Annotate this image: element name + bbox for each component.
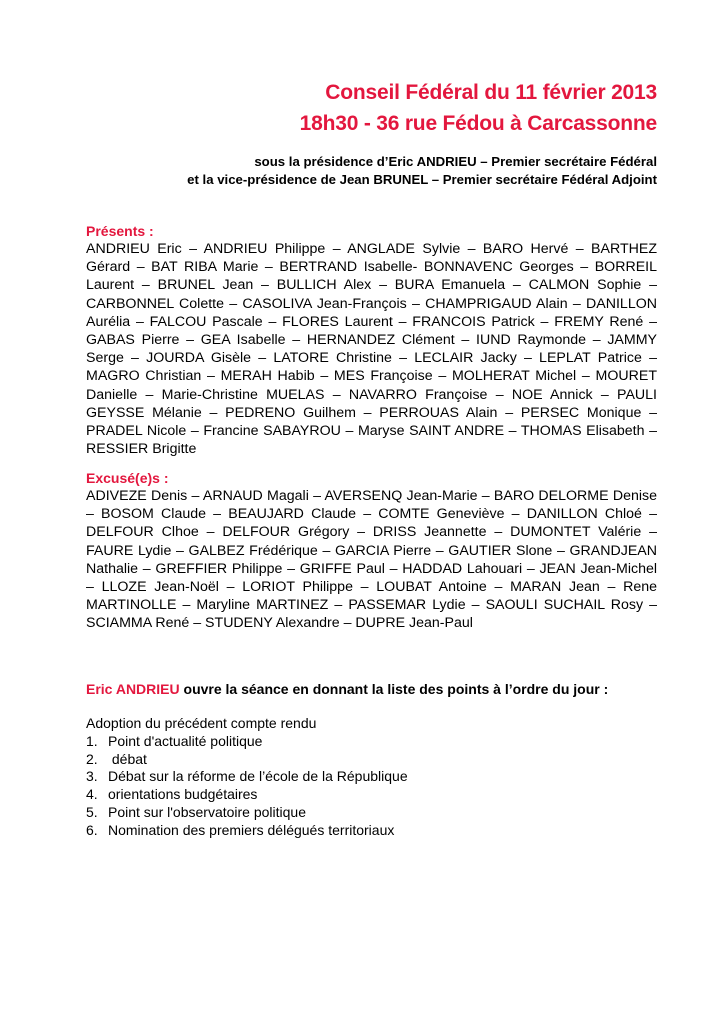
- intro-text: ouvre la séance en donnant la liste des points à l’ordre du jour :: [179, 681, 609, 697]
- agenda-item-label: Débat sur la réforme de l’école de la République: [108, 768, 408, 785]
- intro-speaker: Eric ANDRIEU: [86, 681, 180, 697]
- agenda-item: [86, 733, 408, 751]
- agenda-list: [86, 733, 408, 840]
- agenda-item-label: débat: [108, 750, 147, 767]
- agenda-item-label: Point sur l'observatoire politique: [108, 803, 307, 820]
- agenda-item-label: Nomination des premiers délégués territoriaux: [108, 821, 395, 838]
- agenda-item-number: 1.: [86, 732, 98, 749]
- agenda-item-label: Point d'actualité politique: [108, 732, 263, 749]
- agenda-preamble: Adoption du précédent compte rendu: [86, 715, 317, 731]
- agenda-item-label: orientations budgétaires: [108, 786, 258, 803]
- agenda-item: [86, 804, 408, 822]
- document-title-line-1: Conseil Fédéral du 11 février 2013: [325, 81, 657, 104]
- agenda: [86, 715, 408, 840]
- agenda-item: [86, 751, 408, 769]
- agenda-item-number: 4.: [86, 786, 98, 803]
- document-title-line-2: 18h30 - 36 rue Fédou à Carcassonne: [299, 112, 657, 135]
- agenda-item: [86, 786, 408, 804]
- agenda-item: [86, 768, 408, 786]
- agenda-item-number: 2.: [86, 750, 98, 767]
- agenda-item: [86, 822, 408, 840]
- agenda-item-number: 6.: [86, 821, 98, 838]
- presents-list: ANDRIEU Eric – ANDRIEU Philippe – ANGLADE Sylvie – BARO Hervé – BARTHEZ Gérard – BAT RIBA Marie – BERTRAND Isabelle- BONNAVENC Georges – BORREIL Laurent – BRUNEL Jean – BULLICH Alex – BURA Emanuela – CALMON Sophie – CARBONNEL Colette – CASOLIVA Jean-François – CHAMPRIGAUD Alain – DANILLON Aurélia – FALCOU Pascale – FLORES Laurent – FRANCOIS Patrick – FREMY René – GABAS Pierre – GEA Isabelle – HERNANDEZ Clément – IUND Raymonde – JAMMY Serge – JOURDA Gisèle – LATORE Christine – LECLAIR Jacky – LEPLAT Patrice – MAGRO Christian – MERAH Habib – MES Françoise – MOLHERAT Michel – MOURET Danielle – Marie-Christine MUELAS – NAVARRO Françoise – NOE Annick – PAULI GEYSSE Mélanie – PEDRENO Guilhem – PERROUAS Alain – PERSEC Monique – PRADEL Nicole – Francine SABAYROU – Maryse SAINT ANDRE – THOMAS Elisabeth – RESSIER Brigitte: [86, 241, 657, 458]
- presidence-line-2: et la vice-présidence de Jean BRUNEL – Premier secrétaire Fédéral Adjoint: [187, 172, 657, 187]
- excuses-heading: Excusé(e)s :: [86, 470, 169, 486]
- presidence-line-1: sous la présidence d’Eric ANDRIEU – Premier secrétaire Fédéral: [254, 154, 657, 169]
- presents-heading: Présents :: [86, 223, 154, 239]
- agenda-item-number: 5.: [86, 803, 98, 820]
- session-intro: [86, 680, 608, 698]
- excuses-list: ADIVEZE Denis – ARNAUD Magali – AVERSENQ Jean-Marie – BARO DELORME Denise – BOSOM Claude – BEAUJARD Claude – COMTE Geneviève – DANILLON Chloé – DELFOUR Clhoe – DELFOUR Grégory – DRISS Jeannette – DUMONTET Valérie – FAURE Lydie – GALBEZ Frédérique – GARCIA Pierre – GAUTIER Slone – GRANDJEAN Nathalie – GREFFIER Philippe – GRIFFE Paul – HADDAD Lahouari – JEAN Jean-Michel – LLOZE Jean-Noël – LORIOT Philippe – LOUBAT Antoine – MARAN Jean – Rene MARTINOLLE – Maryline MARTINEZ – PASSEMAR Lydie – SAOULI SUCHAIL Rosy – SCIAMMA René – STUDENY Alexandre – DUPRE Jean-Paul: [86, 488, 657, 632]
- agenda-item-number: 3.: [86, 768, 98, 785]
